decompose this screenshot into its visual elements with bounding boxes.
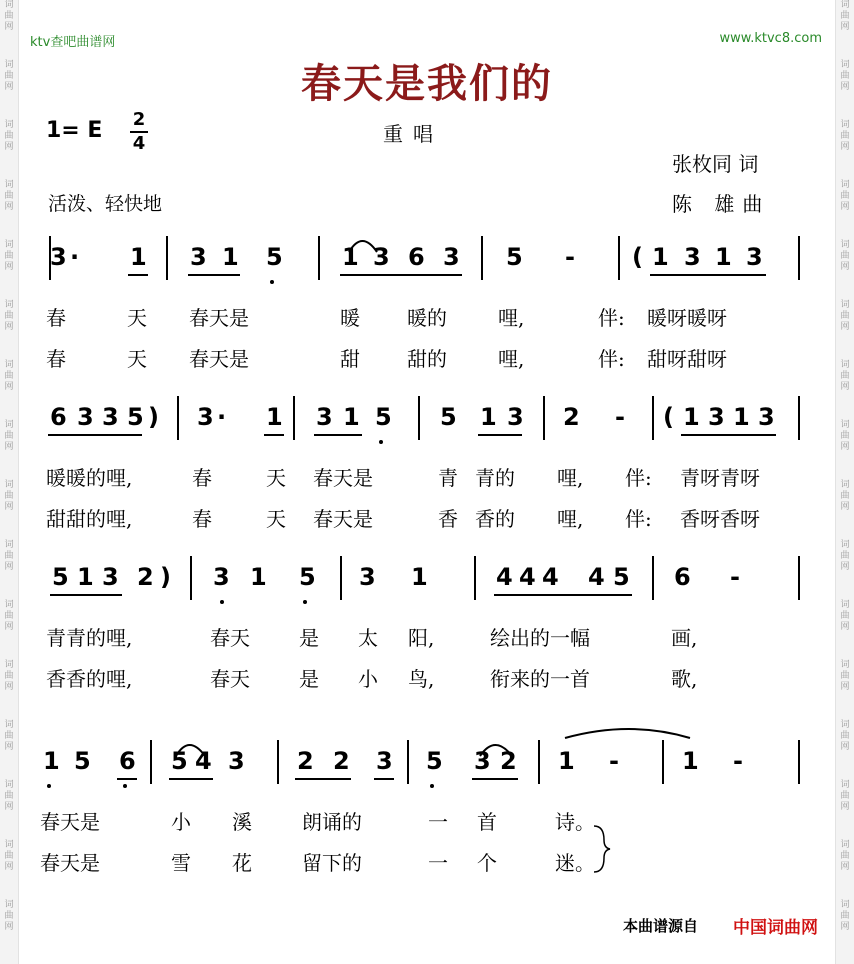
note: 3 [474,747,491,775]
note: 3 [102,403,119,431]
lyric-verse-1: 哩, [557,466,584,490]
lyricist-credit: 张枚同 词 [672,152,759,176]
site-name-header[interactable]: ktv查吧曲谱网 [30,35,116,50]
beam-underline [264,434,284,436]
watermark-text: 词 曲 网 [840,180,850,212]
barline [481,236,483,280]
note: 3 [316,403,333,431]
lyric-verse-2: 天 [266,507,286,531]
note: 3 [443,243,460,271]
lyric-verse-2: 小 [358,667,378,691]
barline [798,396,800,440]
watermark-text: 词 曲 网 [840,540,850,572]
lyric-verse-1: 春天是 [189,306,249,330]
note: 1 [683,403,700,431]
key-signature: 1= E [46,118,103,143]
lyric-verse-2: 花 [232,851,252,875]
watermark-text: 词 曲 网 [840,660,850,692]
note: - [730,563,740,591]
watermark-text: 词 曲 网 [4,600,14,632]
octave-dot-below [430,784,434,788]
lyric-verse-1: 天 [127,306,147,330]
watermark-text: 词 曲 网 [4,420,14,452]
lyric-brace [594,826,610,872]
beam-underline [478,434,522,436]
watermark-text: 词 曲 网 [840,60,850,92]
watermark-text: 词 曲 网 [840,120,850,152]
note: 1 [558,747,575,775]
lyric-verse-2: 春天是 [189,347,249,371]
beam-underline [48,434,142,436]
lyric-verse-2: 香 [438,507,458,531]
note: 1 [342,243,359,271]
beam-underline [314,434,362,436]
note: 1 [77,563,94,591]
note: 1 [250,563,267,591]
barline [652,396,654,440]
lyric-verse-1: 哩, [498,306,525,330]
lyric-verse-1: 青 [438,466,458,490]
barline [150,740,152,784]
note: 5 [613,563,630,591]
beam-underline [188,274,240,276]
note: 5 [299,563,316,591]
octave-dot-below [303,600,307,604]
note: 2 [333,747,350,775]
note: 3 [373,243,390,271]
lyric-verse-2: 香香的哩, [46,667,133,691]
note: 6 [674,563,691,591]
watermark-text: 词 曲 网 [4,180,14,212]
lyric-verse-1: 春天是 [40,810,100,834]
note: 1 [715,243,732,271]
lyric-verse-1: 伴: [598,306,625,330]
lyric-verse-2: 个 [477,851,497,875]
barline [177,396,179,440]
vocal-arrangement: 重唱 [383,122,443,146]
barline [277,740,279,784]
lyric-verse-1: 一 [428,810,448,834]
footer-site-link[interactable]: 中国词曲网 [733,918,818,938]
note: 1 [652,243,669,271]
watermark-text: 词 曲 网 [840,720,850,752]
lyric-verse-2: 春天是 [313,507,373,531]
beam-underline [50,594,122,596]
tie-arc [565,729,690,738]
barline [798,236,800,280]
note: 1 [682,747,699,775]
note: 3 [684,243,701,271]
note: 4 [588,563,605,591]
beam-underline [340,274,462,276]
watermark-text: 词 曲 网 [4,240,14,272]
note: 1 [411,563,428,591]
lyric-verse-2: 哩, [557,507,584,531]
lyric-verse-1: 天 [266,466,286,490]
note: ( [632,243,643,271]
lyric-verse-1: 阳, [408,626,435,650]
lyric-verse-1: 伴: [625,466,652,490]
lyric-verse-2: 春天是 [40,851,100,875]
note: ) [148,403,159,431]
lyric-verse-1: 溪 [232,810,252,834]
barline [166,236,168,280]
note: 1 [266,403,283,431]
lyric-verse-1: 太 [358,626,378,650]
note: 3 [50,243,67,271]
watermark-text: 词 曲 网 [840,0,850,32]
note: 3 [708,403,725,431]
lyric-verse-1: 暖 [340,306,360,330]
note: 4 [542,563,559,591]
watermark-text: 词 曲 网 [4,660,14,692]
watermark-text: 词 曲 网 [4,780,14,812]
barline [407,740,409,784]
barline [538,740,540,784]
barline [798,556,800,600]
note: - [609,747,619,775]
beam-underline [128,274,148,276]
lyric-verse-2: 春 [46,347,66,371]
note: 2 [563,403,580,431]
note: 3 [376,747,393,775]
note: 2 [297,747,314,775]
note: 1 [222,243,239,271]
song-title: 春天是我们的 [301,61,553,107]
note: 6 [119,747,136,775]
note: 3 [507,403,524,431]
lyric-verse-2: 哩, [498,347,525,371]
watermark-text: 词 曲 网 [840,780,850,812]
note: · [217,403,227,431]
lyric-verse-2: 天 [127,347,147,371]
note: ) [160,563,171,591]
beam-underline [295,778,351,780]
note: 1 [480,403,497,431]
note: 3 [197,403,214,431]
note: 5 [171,747,188,775]
note: - [615,403,625,431]
lyric-verse-2: 伴: [598,347,625,371]
note: 5 [375,403,392,431]
octave-dot-below [123,784,127,788]
time-signature-bottom: 4 [132,133,146,154]
lyric-verse-1: 春 [192,466,212,490]
beam-underline [374,778,394,780]
barline [190,556,192,600]
octave-dot-below [270,280,274,284]
lyric-verse-2: 留下的 [302,851,362,875]
lyric-verse-2: 甜呀甜呀 [647,347,727,371]
lyric-verse-1: 朗诵的 [302,810,362,834]
lyric-verse-1: 暖呀暖呀 [647,306,727,330]
beam-underline [494,594,632,596]
lyric-verse-1: 是 [299,626,319,650]
note: 1 [733,403,750,431]
note: 2 [500,747,517,775]
barline [340,556,342,600]
lyric-verse-1: 首 [477,810,497,834]
note: - [565,243,575,271]
lyric-verse-2: 甜 [340,347,360,371]
lyric-verse-1: 暖的 [407,306,447,330]
watermark-text: 词 曲 网 [840,360,850,392]
lyric-verse-2: 春天 [210,667,250,691]
site-url-header[interactable]: www.ktvc8.com [719,31,822,46]
lyric-verse-2: 是 [299,667,319,691]
lyric-verse-1: 春 [46,306,66,330]
lyric-verse-2: 甜的 [407,347,447,371]
lyric-verse-2: 伴: [625,507,652,531]
watermark-text: 词 曲 网 [4,840,14,872]
note: 4 [195,747,212,775]
note: 3 [228,747,245,775]
note: 5 [127,403,144,431]
note: 3 [359,563,376,591]
watermark-text: 词 曲 网 [840,840,850,872]
watermark-text: 词 曲 网 [840,240,850,272]
note: 1 [130,243,147,271]
lyric-verse-1: 春天是 [313,466,373,490]
beam-underline [169,778,213,780]
note: 3 [758,403,775,431]
note: 3 [746,243,763,271]
note: 5 [440,403,457,431]
barline [318,236,320,280]
note: ( [663,403,674,431]
watermark-text: 词 曲 网 [840,600,850,632]
beam-underline [650,274,766,276]
lyric-verse-2: 歌, [671,667,698,691]
lyric-verse-2: 衔来的一首 [490,667,590,691]
note: 5 [52,563,69,591]
barline [618,236,620,280]
watermark-text: 词 曲 网 [4,300,14,332]
note: 6 [50,403,67,431]
note: 3 [190,243,207,271]
beam-underline [472,778,518,780]
lyric-verse-2: 香的 [475,507,515,531]
watermark-text: 词 曲 网 [840,480,850,512]
beam-underline [681,434,776,436]
note: 1 [43,747,60,775]
note: - [733,747,743,775]
note: 5 [426,747,443,775]
watermark-text: 词 曲 网 [4,0,14,32]
barline [474,556,476,600]
barline [543,396,545,440]
watermark-text: 词 曲 网 [4,900,14,932]
lyric-verse-1: 小 [171,810,191,834]
note: 5 [506,243,523,271]
lyric-verse-1: 青呀青呀 [680,466,760,490]
note: 2 [137,563,154,591]
lyric-verse-1: 诗。 [555,810,595,834]
octave-dot-below [47,784,51,788]
lyric-verse-2: 鸟, [408,667,435,691]
note: 4 [496,563,513,591]
barline [798,740,800,784]
time-signature-top: 2 [132,109,146,130]
note: 5 [266,243,283,271]
composer-credit: 陈 雄曲 [672,192,771,216]
watermark-text: 词 曲 网 [840,420,850,452]
watermark-text: 词 曲 网 [4,60,14,92]
octave-dot-below [379,440,383,444]
watermark-text: 词 曲 网 [4,480,14,512]
note: 6 [408,243,425,271]
watermark-text: 词 曲 网 [840,300,850,332]
barline [652,556,654,600]
watermark-text: 词 曲 网 [4,540,14,572]
barline [418,396,420,440]
note: 4 [519,563,536,591]
watermark-text: 词 曲 网 [4,360,14,392]
note: 3 [77,403,94,431]
watermark-text: 词 曲 网 [840,900,850,932]
time-signature [130,110,148,154]
octave-dot-below [220,600,224,604]
lyric-verse-1: 青的 [475,466,515,490]
lyric-verse-2: 雪 [171,851,191,875]
barline [293,396,295,440]
lyric-verse-1: 青青的哩, [46,626,133,650]
lyric-verse-2: 一 [428,851,448,875]
lyric-verse-2: 春 [192,507,212,531]
footer-source-label: 本曲谱源自 [623,917,699,935]
lyric-verse-1: 春天 [210,626,250,650]
note: · [70,243,80,271]
note: 1 [343,403,360,431]
lyric-verse-1: 画, [671,626,698,650]
lyric-verse-2: 迷。 [555,851,595,875]
note: 3 [102,563,119,591]
note: 5 [74,747,91,775]
watermark-text: 词 曲 网 [4,720,14,752]
lyric-verse-1: 绘出的一幅 [490,626,590,650]
barline [662,740,664,784]
tempo-marking: 活泼、轻快地 [48,193,163,215]
lyric-verse-2: 香呀香呀 [680,507,760,531]
beam-underline [117,778,137,780]
note: 3 [213,563,230,591]
watermark-text: 词 曲 网 [4,120,14,152]
lyric-verse-2: 甜甜的哩, [46,507,133,531]
lyric-verse-1: 暖暖的哩, [46,466,133,490]
